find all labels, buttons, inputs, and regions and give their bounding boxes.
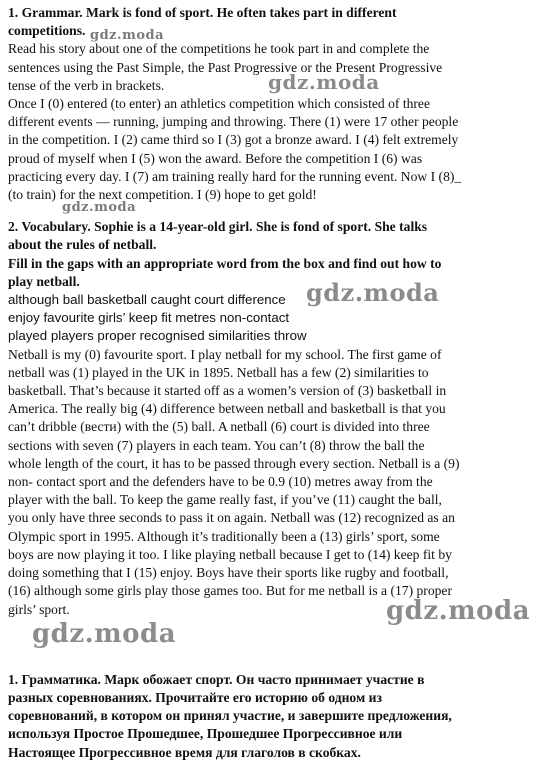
text-line: boys are now playing it too. I like playing netball because I get to (14) keep fit by — [8, 546, 452, 562]
text-line: Olympic sport in 1995. Although it’s traditionally been a (13) girls’ sport, some — [8, 528, 440, 544]
russian-line: соревнований, в котором он принял участие, и завершите предложения, — [8, 708, 452, 724]
instruction-line: tense of the verb in brackets. — [8, 77, 165, 93]
instruction-line: sentences using the Past Simple, the Past Progressive or the Present Progressive — [8, 59, 443, 75]
text-line: America. The really big (4) difference between netball and basketball is that you — [8, 401, 446, 417]
text-line: (16) although some girls play those games too. But for me netball is a (17) proper — [8, 583, 452, 599]
russian-line: Настоящее Прогрессивное время для глаголов в скобках. — [8, 744, 361, 760]
story-line: (to train) for the next competition. I (9) hope to get gold! — [8, 187, 317, 203]
story-line: different events — running, jumping and throwing. There (1) were 17 other people — [8, 114, 459, 130]
section1-title-line: 1. Grammar. Mark is fond of sport. He often takes part in different — [8, 5, 397, 20]
watermark: gdz.moda — [62, 200, 137, 215]
word-box-line: enjoy favourite girls’ keep fit metres non-contact — [8, 310, 290, 326]
story-line: Once I (0) entered (to enter) an athletics competition which consisted of three — [8, 96, 430, 112]
text-line: non- contact sport and the defenders have to be 0.9 (10) metres away from the — [8, 474, 433, 490]
section2-title-line: 2. Vocabulary. Sophie is a 14-year-old girl. She is fond of sport. She talks — [8, 219, 428, 235]
section1-title-line: competitions. — [8, 23, 86, 39]
netball-text — [8, 346, 536, 619]
text-line: netball was (1) played in the UK in 1895. Netball has a few (2) similarities to — [8, 364, 429, 380]
watermark: gdz.moda — [268, 70, 380, 94]
watermark: gdz.moda — [386, 596, 531, 626]
story-line: proud of myself when I (5) won the award. Before the competition I (6) was — [8, 150, 423, 166]
word-box — [8, 291, 536, 346]
text-line: player with the ball. To keep the game really fast, if you’ve (11) caught the ball, — [8, 492, 442, 508]
russian-line: 1. Грамматика. Марк обожает спорт. Он часто принимает участие в — [8, 671, 425, 687]
text-line: whole length of the court, it has to be passed through every section. Netball is a (9) — [8, 455, 460, 471]
text-line: basketball. That’s because it started off as a women’s version of (3) basketball in — [8, 383, 447, 399]
story-line: in the competition. I (2) came third so I (3) got a bronze award. I (4) felt extremely — [8, 132, 459, 148]
section1-story — [8, 95, 536, 204]
story-line: practicing every day. I (7) am training really hard for the running event. Now I (8)_ — [8, 168, 462, 184]
text-line: girls’ sport. — [8, 601, 70, 617]
text-line: Netball is my (0) favourite sport. I play netball for my school. The first game of — [8, 346, 442, 362]
section2-title-line: Fill in the gaps with an appropriate word from the box and find out how to — [8, 255, 442, 271]
word-box-line: played players proper recognised similarities throw — [8, 328, 307, 344]
section1-title — [8, 4, 536, 40]
text-line: sections with seven (7) players in each team. You can’t (8) throw the ball the — [8, 437, 425, 453]
watermark: gdz.moda — [306, 278, 440, 307]
russian-line: разных соревнованиях. Прочитайте его историю об одном из — [8, 689, 382, 705]
word-box-line: although ball basketball caught court difference — [8, 292, 286, 308]
watermark: gdz.moda — [90, 28, 165, 43]
section2-title-line: about the rules of netball. — [8, 237, 157, 253]
watermark: gdz.moda — [32, 619, 177, 649]
text-line: doing something that I (15) enjoy. Boys have their sports like rugby and football, — [8, 565, 449, 581]
russian-section — [8, 671, 536, 762]
text-line: can’t dribble (вести) with the (5) ball. A netball (6) court is divided into three — [8, 419, 430, 435]
section2-title-line: play netball. — [8, 273, 80, 289]
russian-line: используя Простое Прошедшее, Прошедшее Прогрессивное или — [8, 726, 403, 742]
instruction-line: Read his story about one of the competitions he took part in and complete the — [8, 41, 430, 57]
text-line: you only have three seconds to pass it on again. Netball was (12) recognized as an — [8, 510, 455, 526]
section2-title — [8, 218, 536, 291]
